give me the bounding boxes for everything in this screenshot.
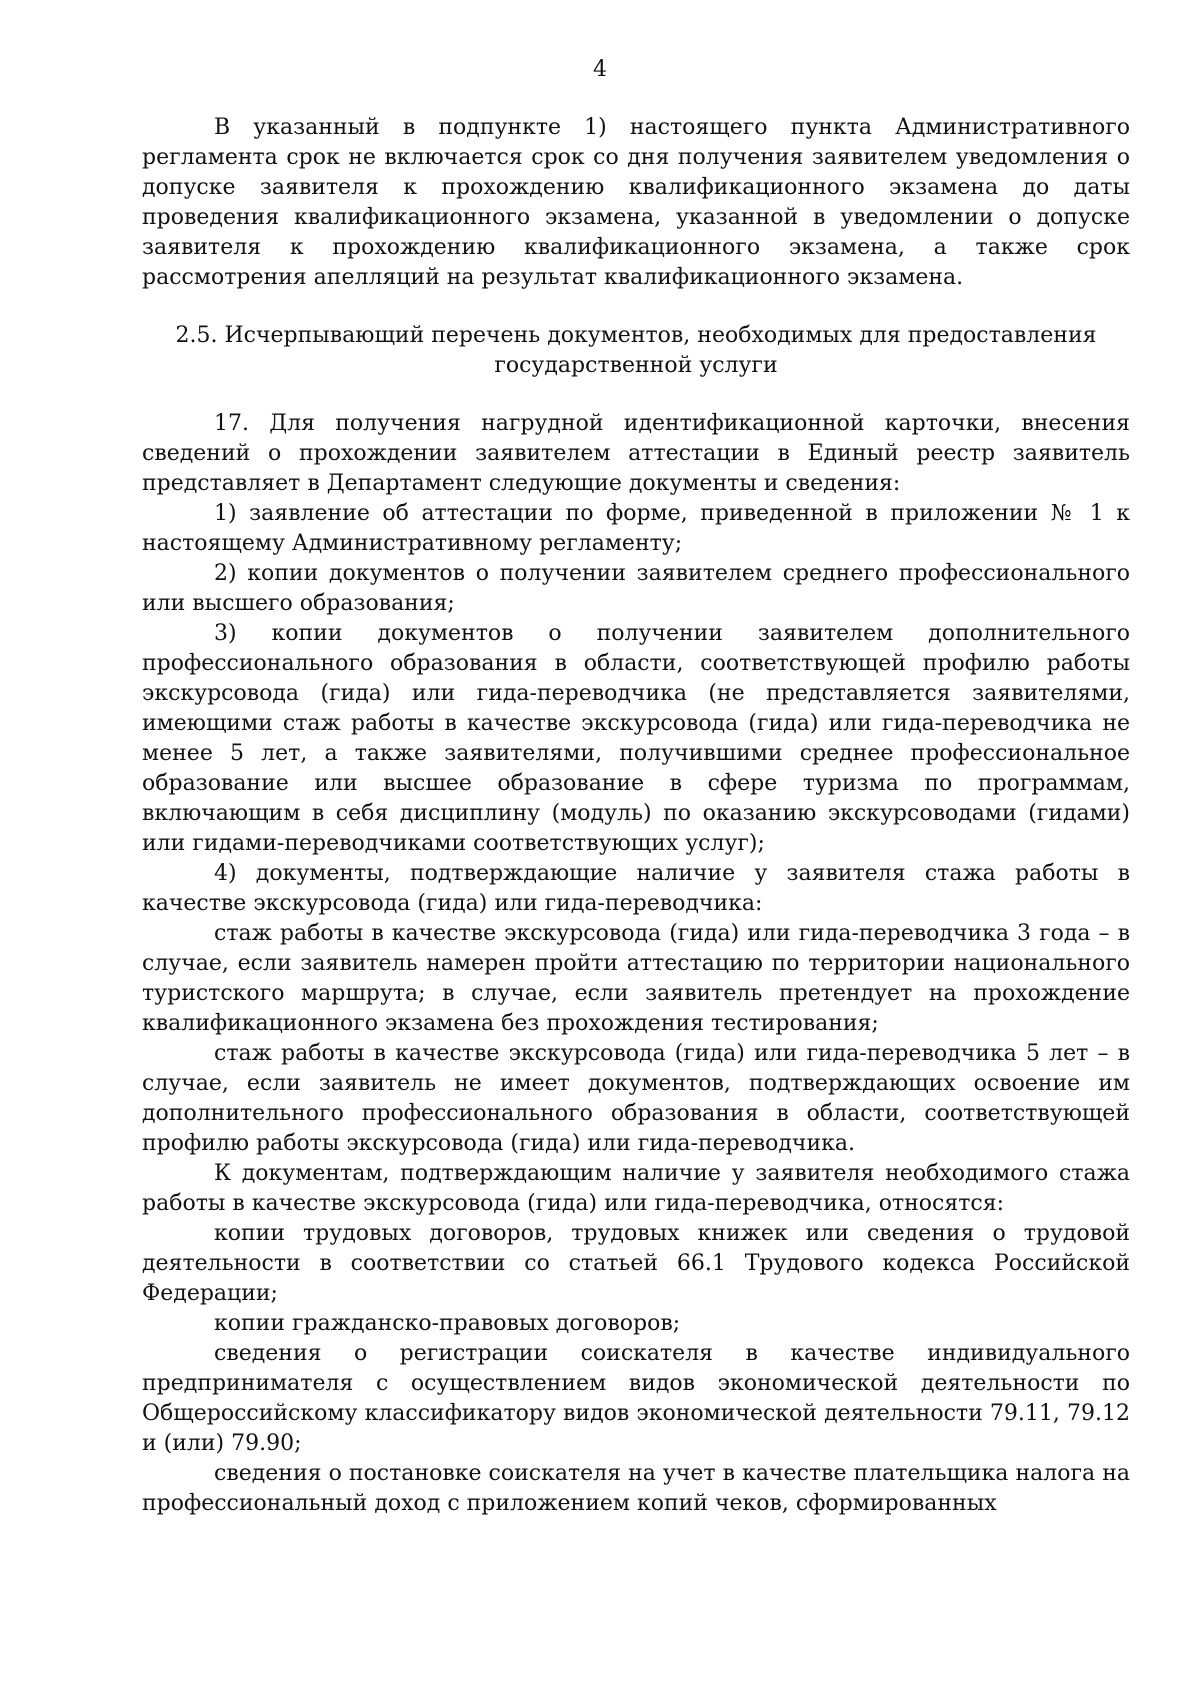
document-item-self-employed-registration: сведения о постановке соискателя на учет в качестве плательщика налога на профессиональный доход с приложением копий чеков, сформированных bbox=[142, 1461, 1130, 1516]
document-item-entrepreneur-registration: сведения о регистрации соискателя в качестве индивидуального предпринимателя с осуществлением видов экономической деятельности по Общероссийскому классификатору видов экономической деятельности 79.11, 79.12 и (или) 79.90; bbox=[142, 1341, 1130, 1456]
document-body bbox=[142, 113, 1130, 1519]
document-item-labor-contracts: копии трудовых договоров, трудовых книжек или сведения о трудовой деятельности в соответствии со статьей 66.1 Трудового кодекса Российской Федерации; bbox=[142, 1221, 1130, 1306]
list-item-4-experience-5-years: стаж работы в качестве экскурсовода (гида) или гида-переводчика 5 лет – в случае, если заявитель не имеет документов, подтверждающих освоение им дополнительного профессионального образования в области, соответствующей профилю работы экскурсовода (гида) или гида-переводчика. bbox=[142, 1041, 1130, 1156]
list-item-1: 1) заявление об аттестации по форме, приведенной в приложении № 1 к настоящему Административному регламенту; bbox=[142, 501, 1130, 556]
section-heading: 2.5. Исчерпывающий перечень документов, необходимых для предоставления государственной услуги bbox=[175, 323, 1097, 378]
paragraph-17: 17. Для получения нагрудной идентификационной карточки, внесения сведений о прохождении заявителем аттестации в Единый реестр заявитель представляет в Департамент следующие документы и сведения: bbox=[142, 411, 1130, 496]
list-item-4: 4) документы, подтверждающие наличие у заявителя стажа работы в качестве экскурсовода (гида) или гида-переводчика: bbox=[142, 861, 1130, 916]
paragraph-documents-intro: К документам, подтверждающим наличие у заявителя необходимого стажа работы в качестве экскурсовода (гида) или гида-переводчика, относятся: bbox=[142, 1161, 1130, 1216]
list-item-2: 2) копии документов о получении заявителем среднего профессионального или высшего образования; bbox=[142, 561, 1130, 616]
paragraph-deadline-exclusion: В указанный в подпункте 1) настоящего пункта Административного регламента срок не включается срок со дня получения заявителем уведомления о допуске заявителя к прохождению квалификационного экзамена до даты проведения квалификационного экзамена, указанной в уведомлении о допуске заявителя к прохождению квалификационного экзамена, а также срок рассмотрения апелляций на результат квалификационного экзамена. bbox=[142, 115, 1130, 290]
list-item-3: 3) копии документов о получении заявителем дополнительного профессионального образования в области, соответствующей профилю работы экскурсовода (гида) или гида-переводчика (не представляется заявителями, имеющими стаж работы в качестве экскурсовода (гида) или гида-переводчика не менее 5 лет, а также заявителями, получившими среднее профессиональное образование или высшее образование в сфере туризма по программам, включающим в себя дисциплину (модуль) по оказанию экскурсоводами (гидами) или гидами-переводчиками соответствующих услуг); bbox=[142, 621, 1130, 856]
document-item-civil-contracts: копии гражданско-правовых договоров; bbox=[214, 1311, 681, 1336]
list-item-4-experience-3-years: стаж работы в качестве экскурсовода (гида) или гида-переводчика 3 года – в случае, если заявитель намерен пройти аттестацию по территории национального туристского маршрута; в случае, если заявитель претендует на прохождение квалификационного экзамена без прохождения тестирования; bbox=[142, 921, 1130, 1036]
page-number: 4 bbox=[593, 57, 607, 82]
